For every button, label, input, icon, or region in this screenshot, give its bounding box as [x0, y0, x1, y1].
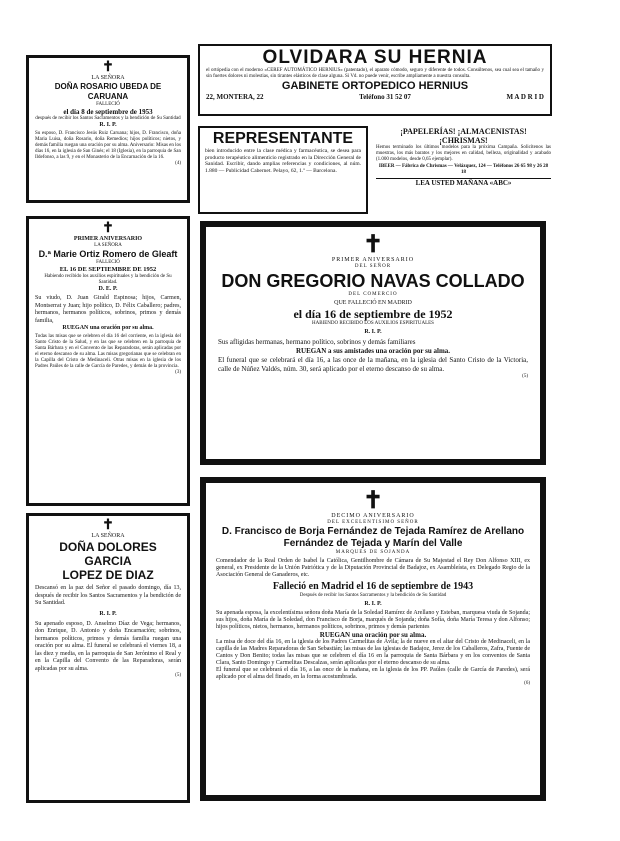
marquis: MARQUES DE SOJANDA [335, 550, 411, 555]
deceased-name-1: DOÑA DOLORES GARCIA [59, 540, 157, 568]
funeral-text: El funeral que se celebrará el día 16, a las once de la mañana, en la iglesia del Santo Cristo de la Victoria, calle de Núñez Valdés, núm. 30, será aplicado por el eterno descanso de su alma. [218, 356, 528, 373]
rip: R. I. P. [99, 610, 117, 617]
hernia-ad [198, 44, 552, 116]
cross-icon: ✝ [102, 518, 114, 533]
family-text: Su apenado esposo, D. Anselmo Díaz de Vega; hermanos, don Enrique, D. Antonio y doña Encarnación; sobrinos, hermanos políticos, primos y demás familia ruegan una oración por su alma. El funeral se celebrará el viernes 18, a las diez y media, en la parroquia de San Jerónimo el Real y en la Capilla del Convento de las Reparadoras, serán aplicadas por su alma. [35, 620, 181, 672]
pap-text: Hemos terminado los últimos modelos para la próxima Campaña. Solicítenos las muestras, los más baratos y los mejores en calidad, belleza, originalidad y acabado (1.000 modelos, desde 0,65 ejemplar). [376, 145, 551, 162]
funeral-text: El funeral que se celebrará el día 16, a las once de la mañana, en la iglesia de los PP. Paúles (calle de García de Paredes), será aplicado por el alma del finado, en la forma acostumbrada. [216, 667, 530, 680]
obituary-garcia [26, 513, 190, 803]
obituary-ortiz [26, 216, 190, 506]
sacrament-text: después de recibir los Santos Sacramentos y la bendición de Su Santidad [35, 116, 181, 121]
ruegan: RUEGAN una oración por su alma. [319, 631, 427, 639]
cross-icon: ✝ [102, 221, 114, 236]
cabinet-name: GABINETE ORTOPEDICO HERNIUS [281, 80, 469, 92]
obituary-navas [200, 221, 546, 465]
rip: D. E. P. [98, 286, 118, 292]
rep-text: bien introducido entre la clase médica y farmacéutica, se desea para producto terapéutico alimenticio registrado en la Dirección General de Sanidad. Escribir, dando amplias referencias y condiciones, al núm. 1.880 — Publicidad Cabernet. Pelayo, 62, 1.º — Barcelona. [205, 148, 361, 174]
deceased-name-2: Fernández de Tejada y Marín del Valle [283, 538, 463, 549]
deceased-name: DON GREGORIO NAVAS COLLADO [221, 271, 525, 291]
ad-number: (3) [175, 370, 181, 375]
title: DEL SEÑOR [354, 264, 392, 269]
title: DEL EXCELENTISIMO SEÑOR [327, 520, 419, 525]
biography: Comendador de la Real Orden de Isabel la Católica, Gentilhombre de Cámara de Su Majestad el Rey Don Alfonso XIII, ex general, ex Presidente de la Unión Patriótica y de la Diputación Provincial de Badajoz, ex Asambleísta, ex Delegado Regio de la Asociación General de Ganaderos, etc. [216, 558, 530, 578]
died-label: FALLECIÓ [96, 260, 120, 265]
anniversary: PRIMER ANIVERSARIO [331, 257, 415, 263]
rip: R. I. P. [364, 329, 382, 335]
anniversary: DECIMO ANIVERSARIO [331, 513, 415, 519]
sacrament-text: HABIENDO RECIBIDO LOS AUXILIOS ESPIRITUALES [312, 321, 434, 326]
ruegan: RUEGAN una oración por su alma. [62, 325, 154, 331]
rep-title: REPRESENTANTE [212, 130, 354, 147]
family-text: Su esposo, D. Francisco Jesús Ruiz Caruana; hijos, D. Francisco, doña Maria Luisa, doña Rosario, doña Remedios; hijos políticos; nietos, y demás familia ruegan una oración por su alma. Aniversario: Misas en los días 16, en la iglesia de San Ginés; el 18 (Iglesia), en la parroquia de San Ildefonso, a las 9, y en el Monasterio de la Encarnación de la 16. [35, 131, 181, 160]
ad-number: (5) [175, 673, 181, 678]
representante-ad [198, 126, 368, 214]
pap-footer: LEA USTED MAÑANA «ABC» [376, 178, 551, 187]
deceased-name-2: LOPEZ DE DIAZ [62, 568, 154, 582]
address: 22, MONTERA, 22 [206, 93, 264, 101]
death-date: Falleció en Madrid el 16 de septiembre de 1943 [272, 581, 474, 592]
papelerias-ad [373, 126, 554, 214]
ad-number: (4) [175, 161, 181, 166]
ad-number: (6) [524, 681, 530, 686]
death-date: el día 8 de septiembre de 1953 [63, 108, 153, 116]
death-date: el día 16 de septiembre de 1952 [293, 307, 453, 321]
anniversary: PRIMER ANIVERSARIO [73, 236, 143, 242]
phone: Teléfono 31 52 07 [359, 93, 411, 101]
city: M A D R I D [506, 93, 544, 101]
title: LA SEÑORA [91, 533, 125, 539]
mass-text: La misa de doce del día 16, en la iglesia de los Padres Carmelitas de Ávila; la de nueve en el altar del Cristo de Medinaceli, en la capilla de las Madres Reparadoras de San Sebastián; las misas de las iglesias de Badajoz, Jerez de los Caballeros, Zafra, Fuente de Cantos y Don Benito; todas las misas que se celebren el día 16 en la parroquia de Santa Bárbara y en los conventos de Santa Clara, Santo Domingo y Carmelitas Descalzas, serán aplicadas por el eterno descanso de su alma. [216, 639, 530, 666]
ruegan: RUEGAN a sus amistades una oración por su alma. [295, 347, 451, 355]
cross-icon: ✝ [102, 60, 114, 75]
family-text: Su apenada esposa, la excelentísima señora doña María de la Soledad Ramírez de Arellano y Esteban, marquesa viuda de Sojanda; sus hijos, doña María de la Soledad, don Francisco de Borja, marqués de Sojanda; doña Sofía, doña María Teresa y don Alfonso; hijos políticos, nietos, hermanos, hermanos políticos, sobrinos, primos y demás parientes [216, 610, 530, 630]
rip: R. I. P. [99, 122, 117, 128]
obituary-sojanda [200, 477, 546, 801]
hernia-title: OLVIDARA SU HERNIA [262, 47, 488, 68]
ad-number: (5) [522, 374, 528, 379]
death-date: EL 16 DE SEPTIEMBRE DE 1952 [59, 266, 157, 273]
cross-icon: ✝ [362, 488, 384, 514]
rip: R. I. P. [364, 601, 382, 607]
sacrament-text: Habiendo recibido los auxilios espirituales y la bendición de Su Santidad. [44, 274, 172, 285]
title: LA SEÑORA [94, 243, 122, 248]
sacrament-text: Después de recibir los Santos Sacramentos y la bendición de Su Santidad [299, 593, 447, 598]
mass-text: Todas las misas que se celebren el día 16 del corriente, en la iglesia del Santo Cristo de la Salud, y en las que se celebren en la parroquia de Santa Bárbara y en el Convento de las Reparadoras, serán aplicadas por el eterno descanso de su alma. Las misas gregorianas que se celebran en la Capilla del Cristo de Medinaceli. Otras misas en la iglesia de los Padres Paúles de la calle de García de Paredes, y demás de la provincia. [35, 334, 181, 369]
pap-title: ¡PAPELERÍAS! ¡ALMACENISTAS! ¡CHRISMAS! [400, 127, 527, 145]
cross-icon: ✝ [362, 232, 384, 258]
title: LA SEÑORA [91, 75, 125, 81]
obituary-ubeda [26, 55, 190, 203]
died-label: FALLECIÓ [96, 102, 120, 107]
family-text: Sus afligidas hermanas, hermano político, sobrinos y demás familiares [218, 338, 416, 346]
profession: DEL COMERCIO [348, 292, 398, 297]
deceased-name: DOÑA ROSARIO UBEDA DE CARUANA [54, 82, 162, 101]
deceased-name-1: D. Francisco de Borja Fernández de Tejada Ramírez de Arellano [221, 526, 525, 537]
deceased-name: D.ª Marie Ortiz Romero de Gleaft [38, 249, 178, 259]
died-label: QUE FALLECIÓ EN MADRID [334, 300, 412, 306]
pap-line: IBEER — Fábrica de Chrismas — Velázquez, 124 — Teléfonos 26 65 98 y 26 28 18 [378, 164, 549, 175]
family-text: Su viudo, D. Juan Girald Espinosa; hijos, Carmen, Montserrat y Juan; hijo político, D. Félix Caballero; padres, hermanos, hermanos políticos, sobrinos, primos y demás familia, [35, 295, 181, 324]
death-text: Descansó en la paz del Señor el pasado domingo, día 13, después de recibir los Santos Sacramentos y la bendición de Su Santidad. [35, 585, 181, 606]
hernia-text: el ortópedia con el moderno «CEREF AUTOMÁTICO HERNIUS» (patentado), el aparato cómodo, seguro y diferente de todos. Consúltenos, sea cual sea el tamaño y sin fuertes dolores ni molestias, sin tirantes elásticos de clase alguna. Si Vd. no puede venir, escribe ampliamente a nuestra consulta. [206, 68, 544, 79]
